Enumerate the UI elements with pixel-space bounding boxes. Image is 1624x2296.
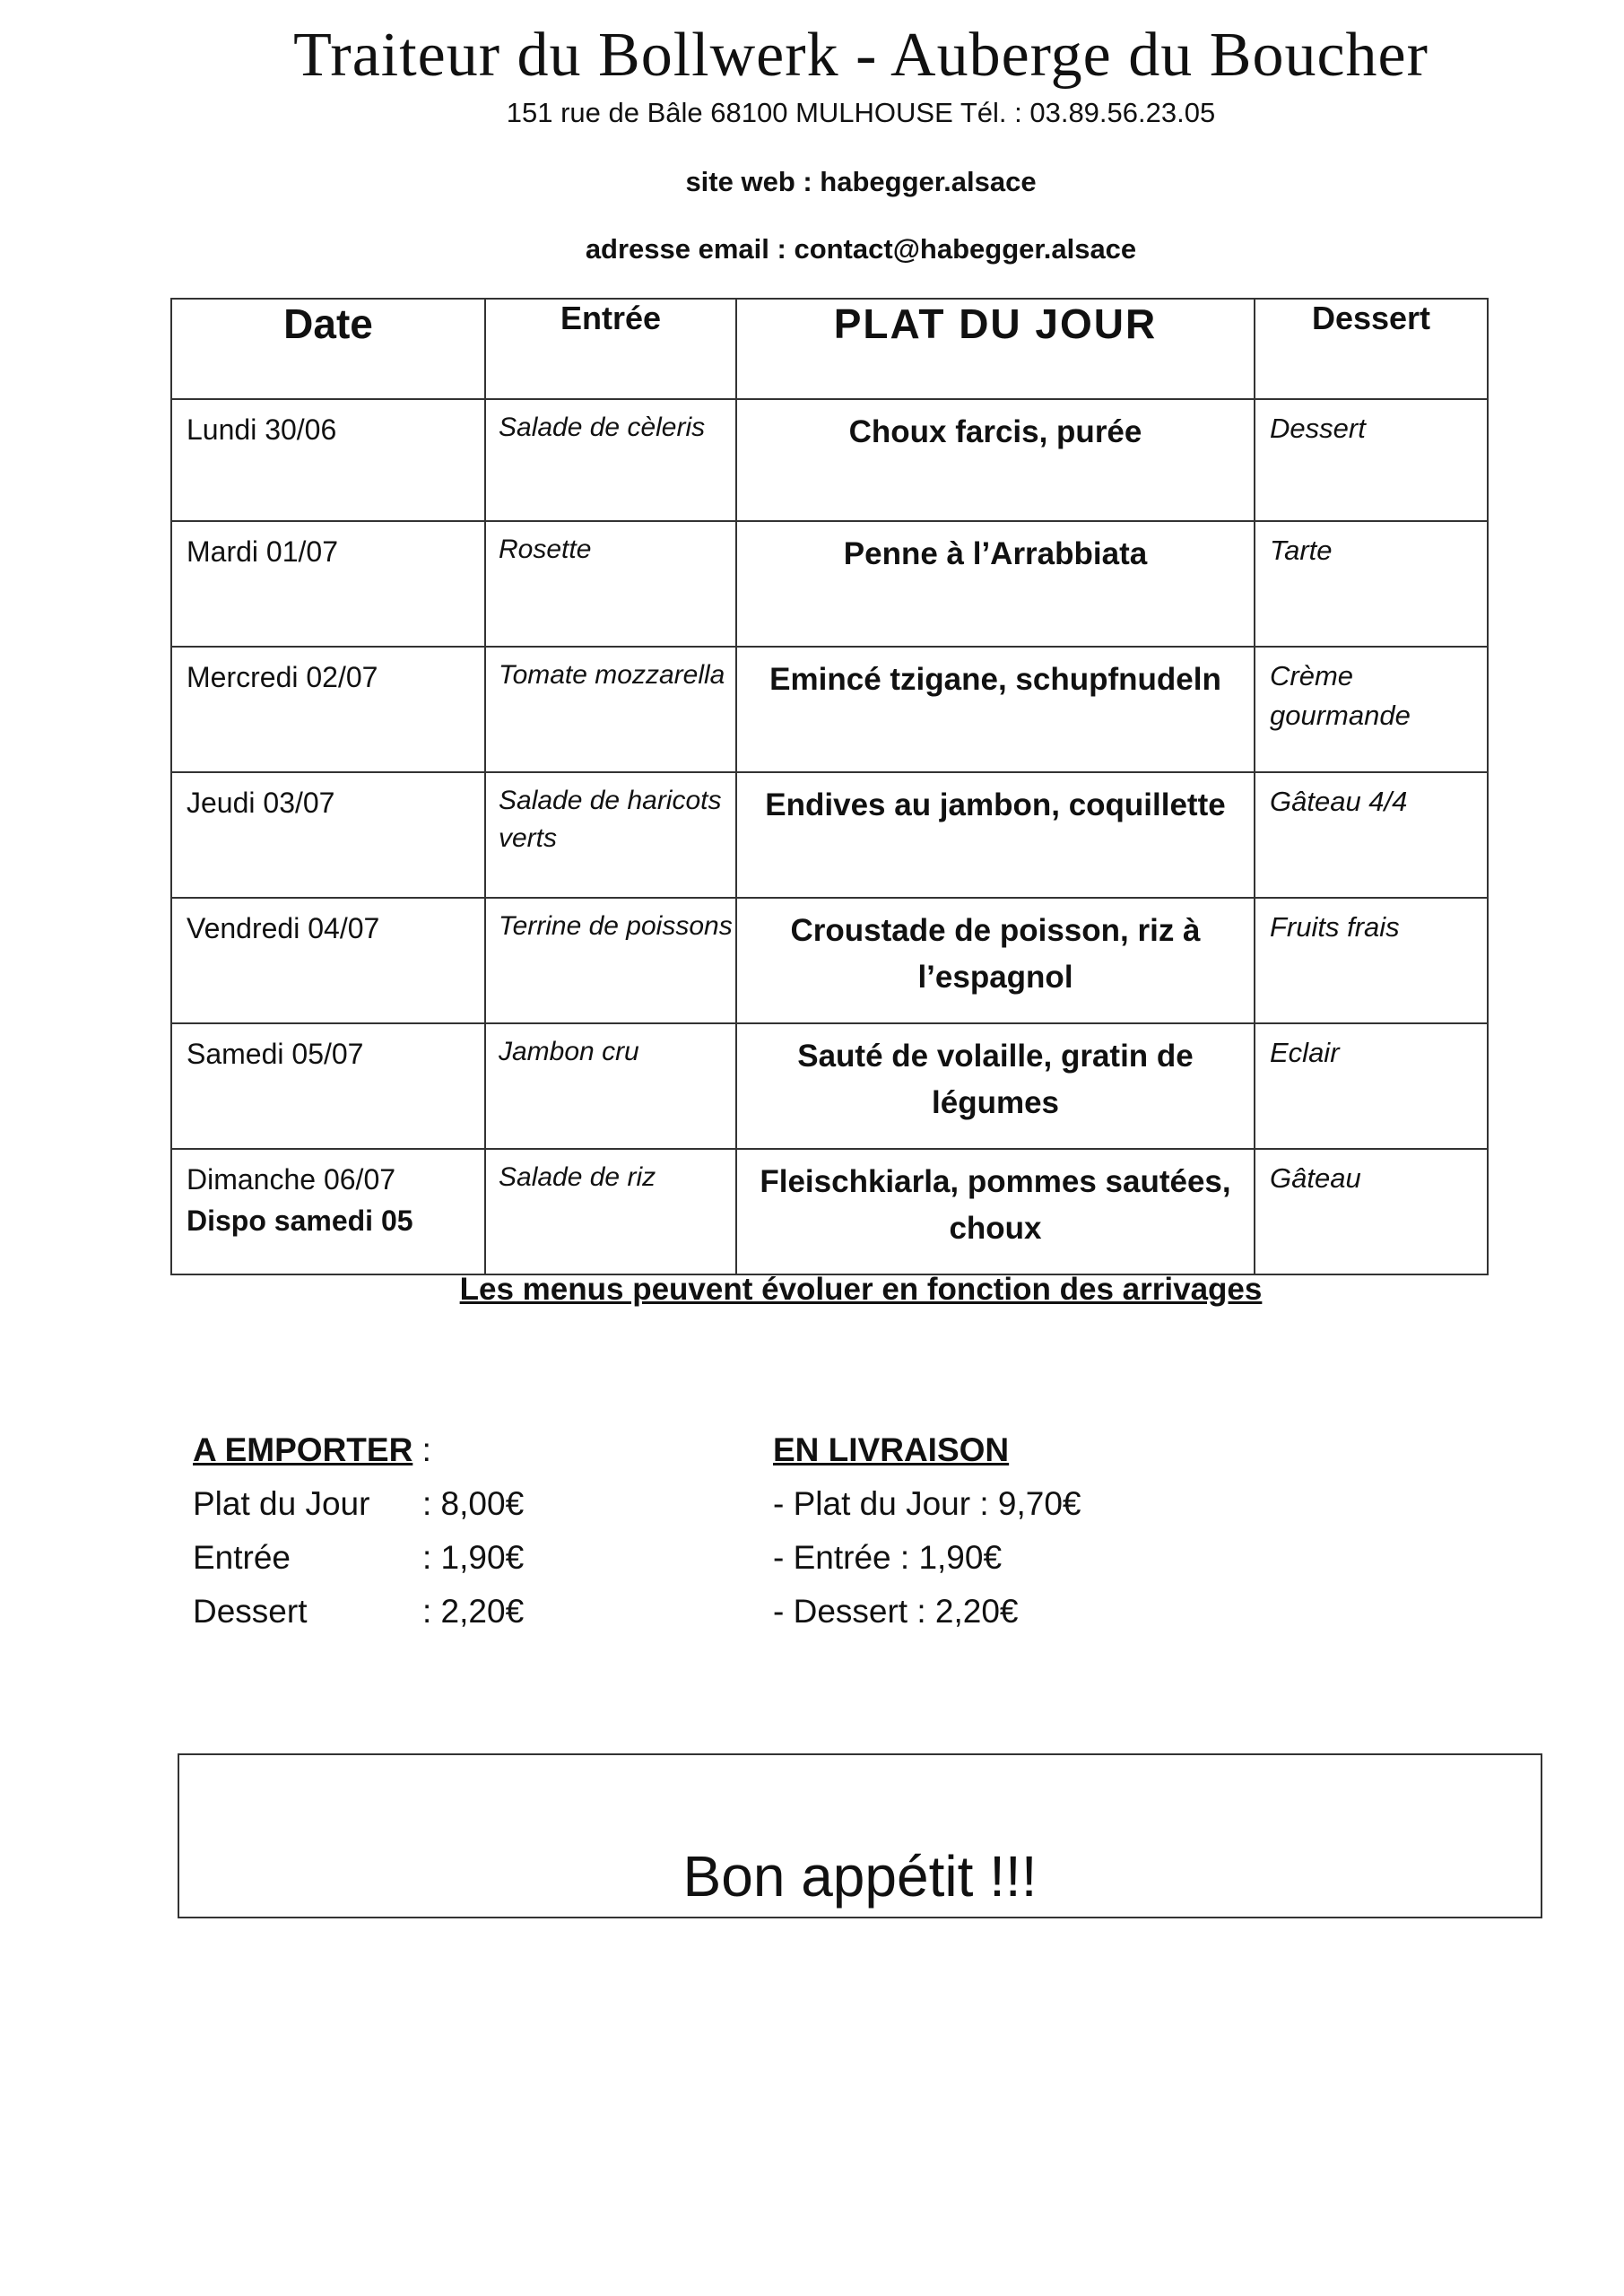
cell-entree: Terrine de poissons xyxy=(485,898,736,1023)
price-line: - Plat du Jour : 9,70€ xyxy=(773,1485,1081,1522)
cell-entree: Rosette xyxy=(485,521,736,647)
menu-change-note: Les menus peuvent évoluer en fonction des arrivages xyxy=(459,1272,1263,1307)
cell-dessert: Eclair xyxy=(1255,1023,1488,1149)
price-line xyxy=(193,1485,524,1539)
cell-entree: Tomate mozzarella xyxy=(485,647,736,772)
cell-dessert: Gâteau xyxy=(1255,1149,1488,1274)
header-entree: Entrée xyxy=(485,299,736,399)
restaurant-address: 151 rue de Bâle 68100 MULHOUSE Tél. : 03.89.56.23.05 xyxy=(506,97,1216,128)
weekly-menu-table xyxy=(170,298,1489,1275)
cell-entree: Salade de haricots verts xyxy=(485,772,736,898)
table-row xyxy=(171,1149,1488,1274)
delivery-title: EN LIVRAISON xyxy=(773,1431,1010,1468)
cell-dessert: Fruits frais xyxy=(1255,898,1488,1023)
cell-date xyxy=(171,772,485,898)
restaurant-website: site web : habegger.alsace xyxy=(685,166,1037,197)
delivery-heading xyxy=(773,1431,1081,1485)
price-label: Plat du Jour xyxy=(193,1485,370,1522)
price-value: : 8,00€ xyxy=(422,1485,525,1522)
cell-entree: Salade de cèleris xyxy=(485,399,736,521)
date-text: Vendredi 04/07 xyxy=(187,912,380,944)
cell-date xyxy=(171,898,485,1023)
cell-entree: Jambon cru xyxy=(485,1023,736,1149)
table-row xyxy=(171,399,1488,521)
date-note: Dispo samedi 05 xyxy=(187,1205,413,1237)
cell-plat: Penne à l’Arrabbiata xyxy=(736,521,1255,647)
date-text: Dimanche 06/07 xyxy=(187,1163,396,1196)
price-value: : 2,20€ xyxy=(422,1593,525,1630)
takeaway-prices xyxy=(193,1431,524,1647)
cell-plat: Emincé tzigane, schupfnudeln xyxy=(736,647,1255,772)
date-text: Mardi 01/07 xyxy=(187,535,338,568)
delivery-prices xyxy=(773,1431,1081,1647)
cell-date xyxy=(171,521,485,647)
cell-plat: Endives au jambon, coquillette xyxy=(736,772,1255,898)
price-line xyxy=(193,1539,524,1593)
restaurant-email: adresse email : contact@habegger.alsace xyxy=(585,233,1137,265)
date-text: Lundi 30/06 xyxy=(187,413,337,446)
closing-box xyxy=(178,1753,1542,1918)
table-row xyxy=(171,521,1488,647)
takeaway-title: A EMPORTER xyxy=(193,1431,413,1468)
header-date: Date xyxy=(171,299,485,399)
cell-date xyxy=(171,1023,485,1149)
cell-dessert: Crème gourmande xyxy=(1255,647,1488,772)
cell-dessert: Tarte xyxy=(1255,521,1488,647)
price-value: : 1,90€ xyxy=(422,1539,525,1576)
cell-dessert: Gâteau 4/4 xyxy=(1255,772,1488,898)
cell-date xyxy=(171,647,485,772)
cell-plat: Choux farcis, purée xyxy=(736,399,1255,521)
price-label: Dessert xyxy=(193,1593,308,1630)
cell-plat: Fleischkiarla, pommes sautées, choux xyxy=(736,1149,1255,1274)
table-row xyxy=(171,772,1488,898)
date-text: Jeudi 03/07 xyxy=(187,787,335,819)
restaurant-title: Traiteur du Bollwerk - Auberge du Boucher xyxy=(293,21,1429,90)
takeaway-heading xyxy=(193,1431,524,1485)
price-line: - Entrée : 1,90€ xyxy=(773,1539,1003,1576)
header-dessert: Dessert xyxy=(1255,299,1488,399)
price-line xyxy=(193,1593,524,1647)
date-text: Samedi 05/07 xyxy=(187,1038,364,1070)
price-label: Entrée xyxy=(193,1539,291,1576)
header-plat-du-jour: PLAT DU JOUR xyxy=(736,299,1255,399)
cell-date xyxy=(171,399,485,521)
date-text: Mercredi 02/07 xyxy=(187,661,378,693)
table-row xyxy=(171,1023,1488,1149)
takeaway-title-suffix: : xyxy=(413,1431,431,1468)
price-line: - Dessert : 2,20€ xyxy=(773,1593,1019,1630)
cell-plat: Croustade de poisson, riz à l’espagnol xyxy=(736,898,1255,1023)
cell-date xyxy=(171,1149,485,1274)
table-row xyxy=(171,647,1488,772)
closing-message: Bon appétit !!! xyxy=(682,1844,1038,1909)
cell-plat: Sauté de volaille, gratin de légumes xyxy=(736,1023,1255,1149)
cell-entree: Salade de riz xyxy=(485,1149,736,1274)
table-row xyxy=(171,898,1488,1023)
cell-dessert: Dessert xyxy=(1255,399,1488,521)
table-header-row xyxy=(171,299,1488,399)
